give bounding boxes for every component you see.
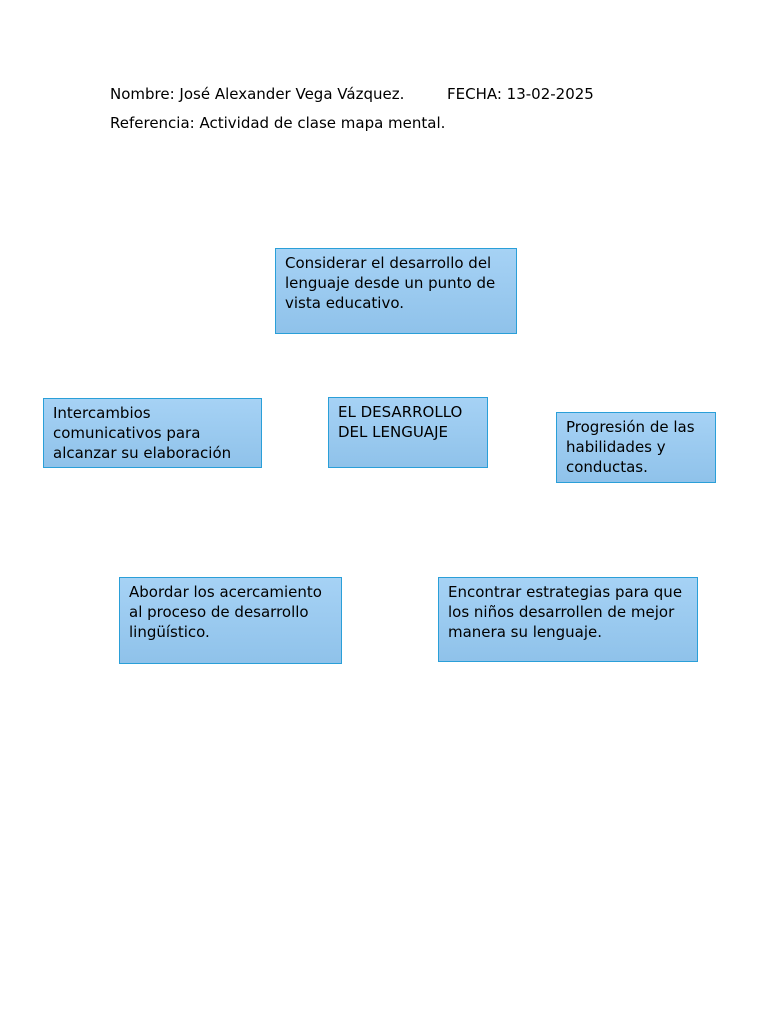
node-right-text: Progresión de las habilidades y conductas. — [566, 418, 695, 476]
node-bottom-right — [438, 577, 698, 662]
student-name: Nombre: José Alexander Vega Vázquez. — [110, 85, 405, 103]
node-bottom-right-text: Encontrar estrategias para que los niños desarrollen de mejor manera su lenguaje. — [448, 583, 683, 641]
node-top — [275, 248, 517, 334]
node-center-text: EL DESARROLLO DEL LENGUAJE — [338, 403, 463, 441]
node-bottom-left-text: Abordar los acercamiento al proceso de desarrollo lingüístico. — [129, 583, 322, 641]
node-bottom-left — [119, 577, 342, 664]
reference: Referencia: Actividad de clase mapa mental. — [110, 114, 446, 132]
node-top-text: Considerar el desarrollo del lenguaje desde un punto de vista educativo. — [285, 254, 496, 312]
node-center — [328, 397, 488, 468]
node-right — [556, 412, 716, 483]
node-left — [43, 398, 262, 468]
date: FECHA: 13-02-2025 — [447, 85, 594, 103]
node-left-text: Intercambios comunicativos para alcanzar su elaboración — [53, 404, 232, 462]
